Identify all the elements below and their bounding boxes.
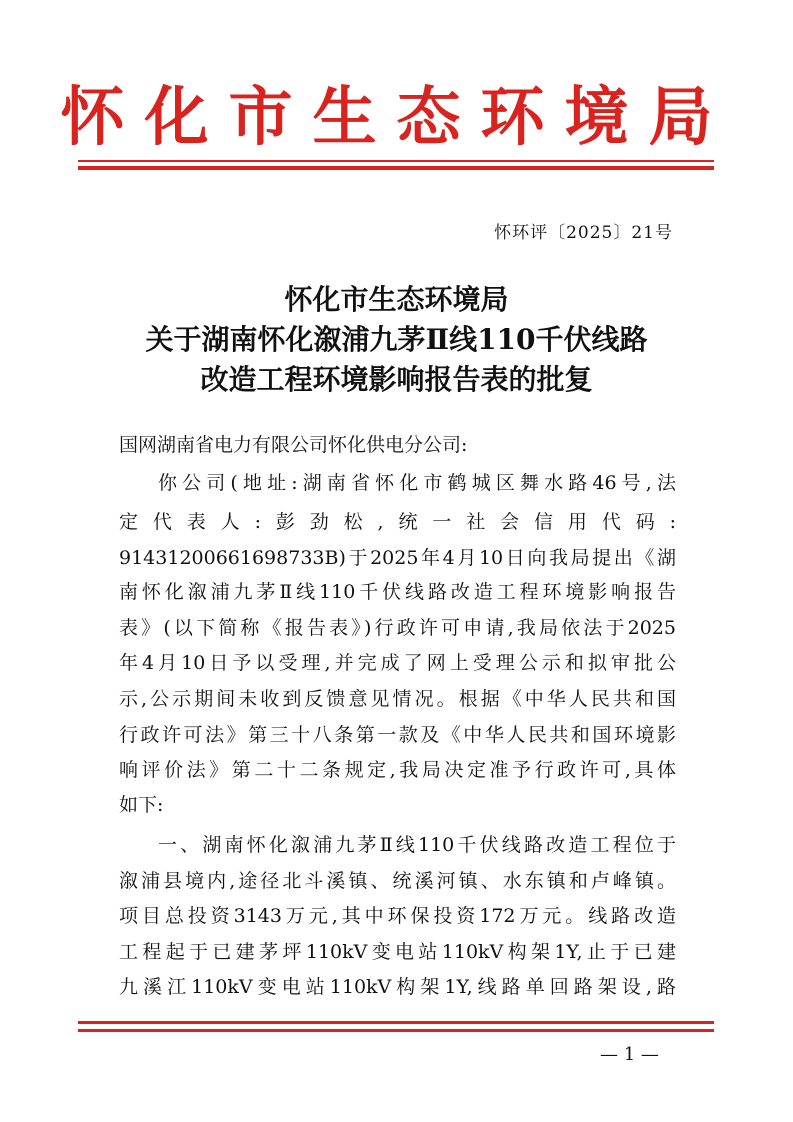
footer-rule-top — [78, 1021, 714, 1024]
body-line: 定代表人:彭劲松,统一社会信用代码: — [119, 511, 676, 533]
body-line: 项目总投资3143万元,其中环保投资172万元。线路改造 — [119, 905, 676, 927]
body-line: 工程起于已建茅坪110kV变电站110kV构架1Y,止于已建 — [119, 941, 676, 963]
body-line: 示,公示期间未收到反馈意见情况。根据《中华人民共和国 — [119, 688, 676, 710]
body-line: 溆浦县境内,途径北斗溪镇、统溪河镇、水东镇和卢峰镇。 — [119, 870, 676, 892]
body-line: 年4月10日予以受理,并完成了网上受理公示和拟审批公 — [119, 652, 676, 674]
document-title-line: 怀化市生态环境局 — [284, 283, 509, 316]
body-line: 表》(以下简称《报告表》)行政许可申请,我局依法于2025 — [119, 617, 676, 639]
body-line: 行政许可法》第三十八条第一款及《中华人民共和国环境影 — [119, 724, 676, 746]
masthead-rule-thick — [78, 166, 714, 170]
document-number: 怀环评〔2025〕21号 — [494, 223, 673, 243]
body-line: 你公司(地址:湖南省怀化市鹤城区舞水路46号,法 — [158, 472, 676, 494]
page-number: — 1 — — [600, 1044, 659, 1065]
body-line: 一、湖南怀化溆浦九茅Ⅱ线110千伏线路改造工程位于 — [158, 834, 676, 856]
body-line: 如下: — [119, 794, 164, 816]
body-line: 南怀化溆浦九茅Ⅱ线110千伏线路改造工程环境影响报告 — [119, 581, 676, 603]
body-line: 响评价法》第二十二条规定,我局决定准予行政许可,具体 — [119, 759, 676, 781]
salutation: 国网湖南省电力有限公司怀化供电分公司: — [119, 434, 468, 456]
body-line: 91431200661698733B)于2025年4月10日向我局提出《湖 — [119, 547, 676, 569]
body-line: 九溪江110kV变电站110kV构架1Y,线路单回路架设,路 — [119, 976, 676, 998]
footer-rule-bottom — [78, 1029, 714, 1032]
masthead-rule-thin — [78, 160, 714, 162]
document-title-line: 关于湖南怀化溆浦九茅Ⅱ线110千伏线路 — [145, 323, 648, 356]
masthead-title: 怀化市生态环境局 — [60, 80, 733, 155]
document-title-line: 改造工程环境影响报告表的批复 — [200, 363, 593, 396]
